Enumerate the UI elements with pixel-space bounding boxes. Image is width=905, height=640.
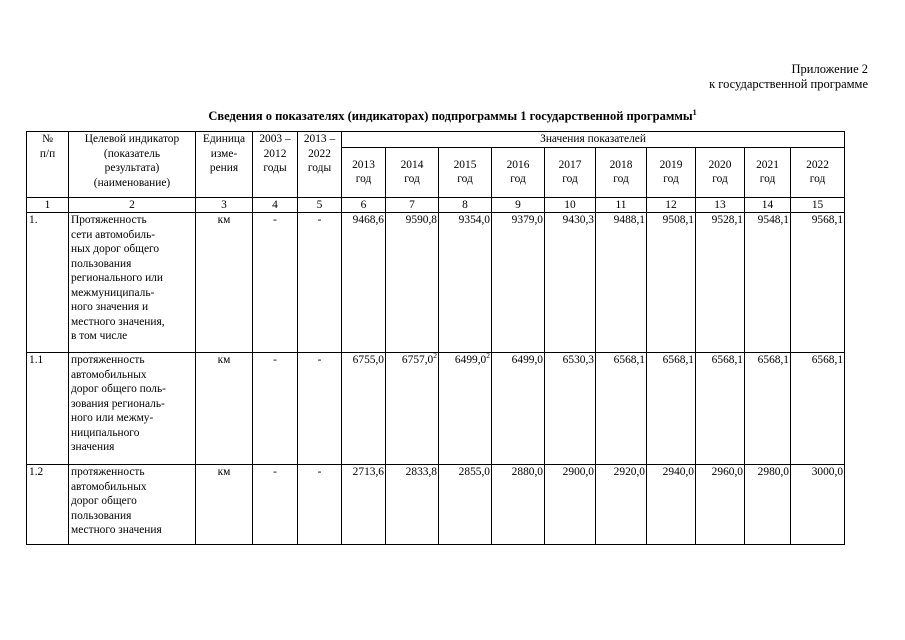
document-title <box>0 109 905 124</box>
period-2003-cell: - <box>253 465 298 545</box>
value-cell-2021 <box>745 353 791 465</box>
value: 9379,0 <box>511 214 543 226</box>
period-2013-cell: - <box>298 353 342 465</box>
value-cell-2014 <box>386 213 439 353</box>
header-unit: Единица изме- рения <box>196 132 253 198</box>
appendix-caption <box>709 62 868 92</box>
indicator-name-line: автомобильных <box>71 480 147 493</box>
value: 6499,0 <box>511 354 543 366</box>
indicator-name-line: сети автомобиль- <box>71 228 156 241</box>
value-cell-2015 <box>439 353 492 465</box>
header-year-2015: 2015 год <box>439 147 492 197</box>
value-cell-2017 <box>545 353 596 465</box>
value-cell-2013 <box>342 353 386 465</box>
indicator-name-line: межмуниципаль- <box>71 286 155 299</box>
value: 6568,1 <box>613 354 645 366</box>
table-row <box>27 213 845 353</box>
unit-cell: км <box>196 465 253 545</box>
header-period-2003: 2003 – 2012 годы <box>253 132 298 198</box>
value: 2713,6 <box>352 466 384 478</box>
value: 6568,1 <box>757 354 789 366</box>
footnote-marker: 2 <box>433 351 437 361</box>
indicator-name-line: ного или межму- <box>71 412 154 424</box>
header-year-2020: 2020 год <box>696 147 745 197</box>
column-number: 13 <box>696 197 745 213</box>
appendix-line-1: Приложение 2 <box>791 62 868 76</box>
value: 9488,1 <box>613 214 645 226</box>
value-cell-2019 <box>647 213 696 353</box>
indicator-name-line: в том числе <box>71 330 128 342</box>
value-cell-2022 <box>791 353 845 465</box>
value: 9508,1 <box>662 214 694 226</box>
header-row-1 <box>27 132 845 148</box>
indicator-name-line: ниципального <box>71 426 140 439</box>
period-2003-cell: - <box>253 353 298 465</box>
appendix-line-2: к государственной программе <box>709 77 868 91</box>
indicator-name-line: ного значения и <box>71 301 149 313</box>
table-row <box>27 465 845 545</box>
indicator-name <box>69 465 196 545</box>
value-cell-2015 <box>439 213 492 353</box>
value-cell-2018 <box>596 213 647 353</box>
value: 9468,6 <box>352 214 384 226</box>
header-num: № п/п <box>27 132 69 198</box>
value: 9528,1 <box>711 214 743 226</box>
column-numbers-row <box>27 197 845 213</box>
value-cell-2016 <box>492 465 545 545</box>
value-cell-2019 <box>647 465 696 545</box>
indicator-name-line: автомобильных <box>71 368 147 381</box>
indicator-name-line: местного значения, <box>71 315 165 328</box>
column-number: 8 <box>439 197 492 213</box>
value: 2960,0 <box>711 466 743 478</box>
value: 2980,0 <box>757 466 789 478</box>
value: 9354,0 <box>458 214 490 226</box>
value-cell-2016 <box>492 213 545 353</box>
indicator-name-line: местного значения <box>71 524 162 536</box>
value-cell-2014 <box>386 465 439 545</box>
indicator-name-line: значения <box>71 441 115 453</box>
value-cell-2015 <box>439 465 492 545</box>
row-number: 1.2 <box>27 465 69 545</box>
header-year-2018: 2018 год <box>596 147 647 197</box>
column-number: 12 <box>647 197 696 213</box>
value-cell-2017 <box>545 465 596 545</box>
header-year-2019: 2019 год <box>647 147 696 197</box>
indicator-name-line: протяженность <box>71 466 145 478</box>
column-number: 4 <box>253 197 298 213</box>
value-cell-2021 <box>745 213 791 353</box>
value: 2920,0 <box>613 466 645 478</box>
value: 6568,1 <box>811 354 844 366</box>
value: 3000,0 <box>811 466 844 478</box>
value: 9430,3 <box>562 214 594 226</box>
column-number: 2 <box>69 197 196 213</box>
column-number: 15 <box>791 197 845 213</box>
value-cell-2016 <box>492 353 545 465</box>
footnote-marker: 2 <box>486 351 490 361</box>
indicator-name <box>69 213 196 353</box>
value-cell-2018 <box>596 353 647 465</box>
value-cell-2019 <box>647 353 696 465</box>
header-values-group: Значения показателей <box>342 132 845 148</box>
header-year-2016: 2016 год <box>492 147 545 197</box>
header-year-2021: 2021 год <box>745 147 791 197</box>
value-cell-2014 <box>386 353 439 465</box>
indicator-name-line: зования региональ- <box>71 397 165 410</box>
column-number: 7 <box>386 197 439 213</box>
value: 9548,1 <box>757 214 789 226</box>
value: 6530,3 <box>562 354 594 366</box>
value: 2855,0 <box>458 466 490 478</box>
indicator-name-line: регионального или <box>71 272 163 284</box>
value: 9568,1 <box>811 214 844 226</box>
column-number: 9 <box>492 197 545 213</box>
indicator-name-line: дорог общего <box>71 495 137 507</box>
value: 6757,0 <box>401 354 434 366</box>
value-cell-2013 <box>342 465 386 545</box>
column-number: 14 <box>745 197 791 213</box>
value: 2900,0 <box>562 466 594 478</box>
value-cell-2018 <box>596 465 647 545</box>
value-cell-2020 <box>696 465 745 545</box>
value: 6499,0 <box>454 354 487 366</box>
title-text: Сведения о показателях (индикаторах) подпрограммы 1 государственной программы <box>208 109 693 123</box>
row-number: 1. <box>27 213 69 353</box>
value: 9590,8 <box>405 214 437 226</box>
indicator-name-line: протяженность <box>71 354 145 366</box>
value-cell-2021 <box>745 465 791 545</box>
unit-cell: км <box>196 213 253 353</box>
indicator-name-line: пользования <box>71 509 132 522</box>
value-cell-2013 <box>342 213 386 353</box>
indicator-name-line: пользования <box>71 257 132 270</box>
indicator-name-line: дорог общего поль- <box>71 383 166 395</box>
unit-cell: км <box>196 353 253 465</box>
indicator-name-line: Протяженность <box>71 214 147 226</box>
indicators-table <box>26 131 845 545</box>
column-number: 11 <box>596 197 647 213</box>
column-number: 1 <box>27 197 69 213</box>
header-year-2022: 2022 год <box>791 147 845 197</box>
header-year-2017: 2017 год <box>545 147 596 197</box>
value: 6568,1 <box>662 354 694 366</box>
header-period-2013: 2013 – 2022 годы <box>298 132 342 198</box>
header-year-2014: 2014 год <box>386 147 439 197</box>
header-year-2013: 2013 год <box>342 147 386 197</box>
value: 2940,0 <box>662 466 694 478</box>
table-row <box>27 353 845 465</box>
column-number: 6 <box>342 197 386 213</box>
value-cell-2020 <box>696 353 745 465</box>
column-number: 10 <box>545 197 596 213</box>
indicator-name <box>69 353 196 465</box>
value: 2833,8 <box>405 466 437 478</box>
period-2013-cell: - <box>298 465 342 545</box>
indicator-name-line: ных дорог общего <box>71 243 160 255</box>
value: 6568,1 <box>711 354 743 366</box>
value-cell-2022 <box>791 213 845 353</box>
value-cell-2017 <box>545 213 596 353</box>
period-2003-cell: - <box>253 213 298 353</box>
value-cell-2022 <box>791 465 845 545</box>
value: 2880,0 <box>511 466 543 478</box>
period-2013-cell: - <box>298 213 342 353</box>
column-number: 3 <box>196 197 253 213</box>
column-number: 5 <box>298 197 342 213</box>
title-footnote: 1 <box>692 107 697 117</box>
value-cell-2020 <box>696 213 745 353</box>
value: 6755,0 <box>352 354 384 366</box>
row-number: 1.1 <box>27 353 69 465</box>
header-indicator: Целевой индикатор (показатель результата) (наименование) <box>69 132 196 198</box>
